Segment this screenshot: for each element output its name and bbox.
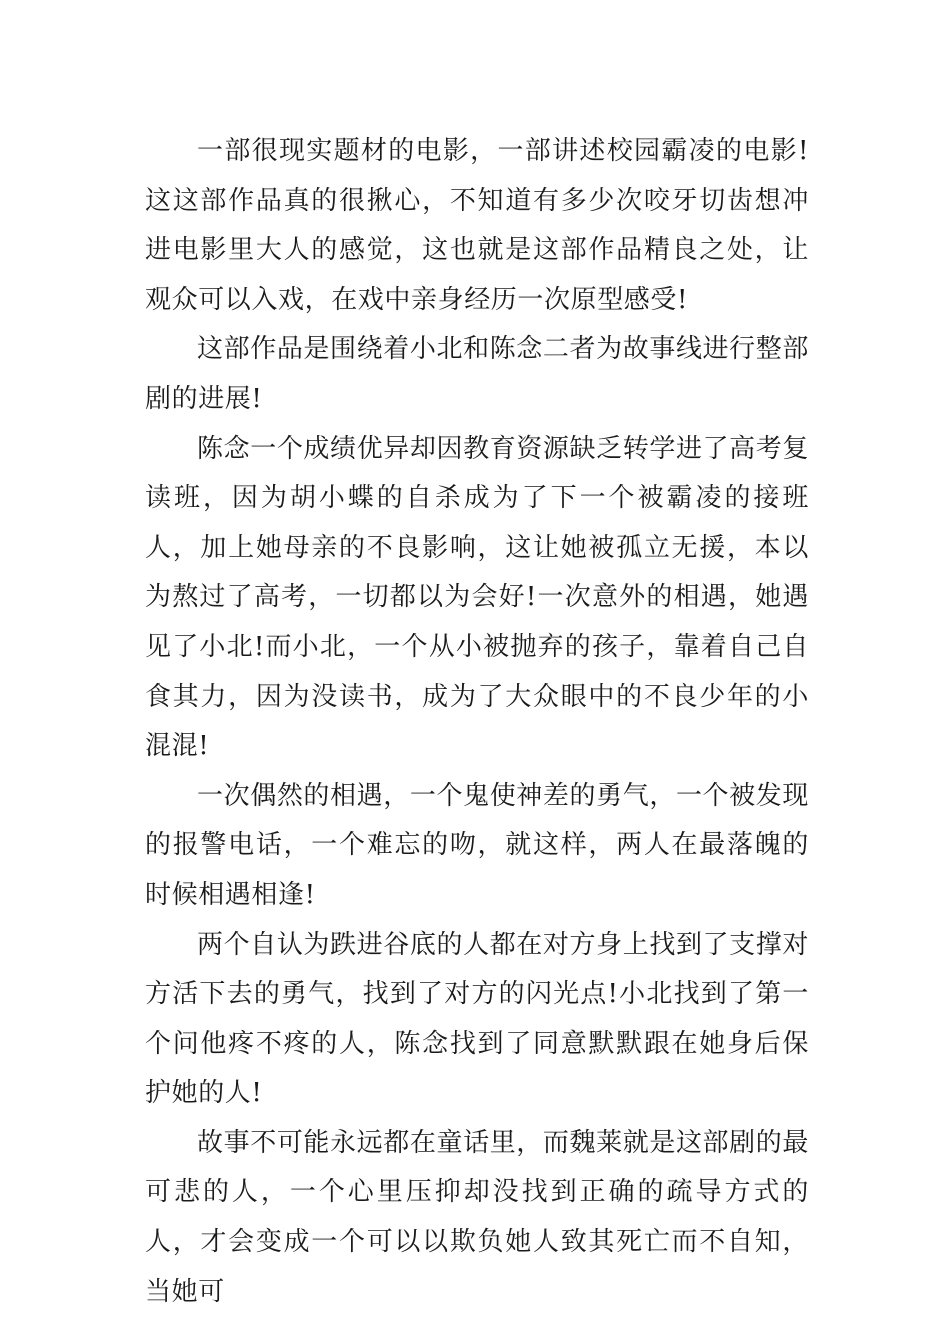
paragraph-1: 一部很现实题材的电影，一部讲述校园霸凌的电影!这这部作品真的很揪心，不知道有多少次咬牙切齿想冲进电影里大人的感觉，这也就是这部作品精良之处，让观众可以入戏，在戏中亲身经历一次原型感受! — [145, 136, 809, 315]
paragraph-2: 这部作品是围绕着小北和陈念二者为故事线进行整部剧的进展! — [145, 334, 809, 414]
paragraph-5: 两个自认为跌进谷底的人都在对方身上找到了支撑对方活下去的勇气，找到了对方的闪光点!小北找到了第一个问他疼不疼的人，陈念找到了同意默默跟在她身后保护她的人! — [145, 929, 809, 1109]
paragraph-4: 一次偶然的相遇，一个鬼使神差的勇气，一个被发现的报警电话，一个难忘的吻，就这样，两人在最落魄的时候相遇相逢! — [145, 780, 809, 910]
paragraph-3: 陈念一个成绩优异却因教育资源缺乏转学进了高考复读班，因为胡小蝶的自杀成为了下一个被霸凌的接班人，加上她母亲的不良影响，这让她被孤立无援，本以为熬过了高考，一切都以为会好!一次意外的相遇，她遇见了小北!而小北，一个从小被抛弃的孩子，靠着自己自食其力，因为没读书，成为了大众眼中的不良少年的小混混! — [145, 433, 809, 762]
document-body — [145, 127, 809, 1317]
paragraph-6: 故事不可能永远都在童话里，而魏莱就是这部剧的最可悲的人，一个心里压抑却没找到正确的疏导方式的人，才会变成一个可以以欺负她人致其死亡而不自知，当她可 — [145, 1127, 809, 1307]
